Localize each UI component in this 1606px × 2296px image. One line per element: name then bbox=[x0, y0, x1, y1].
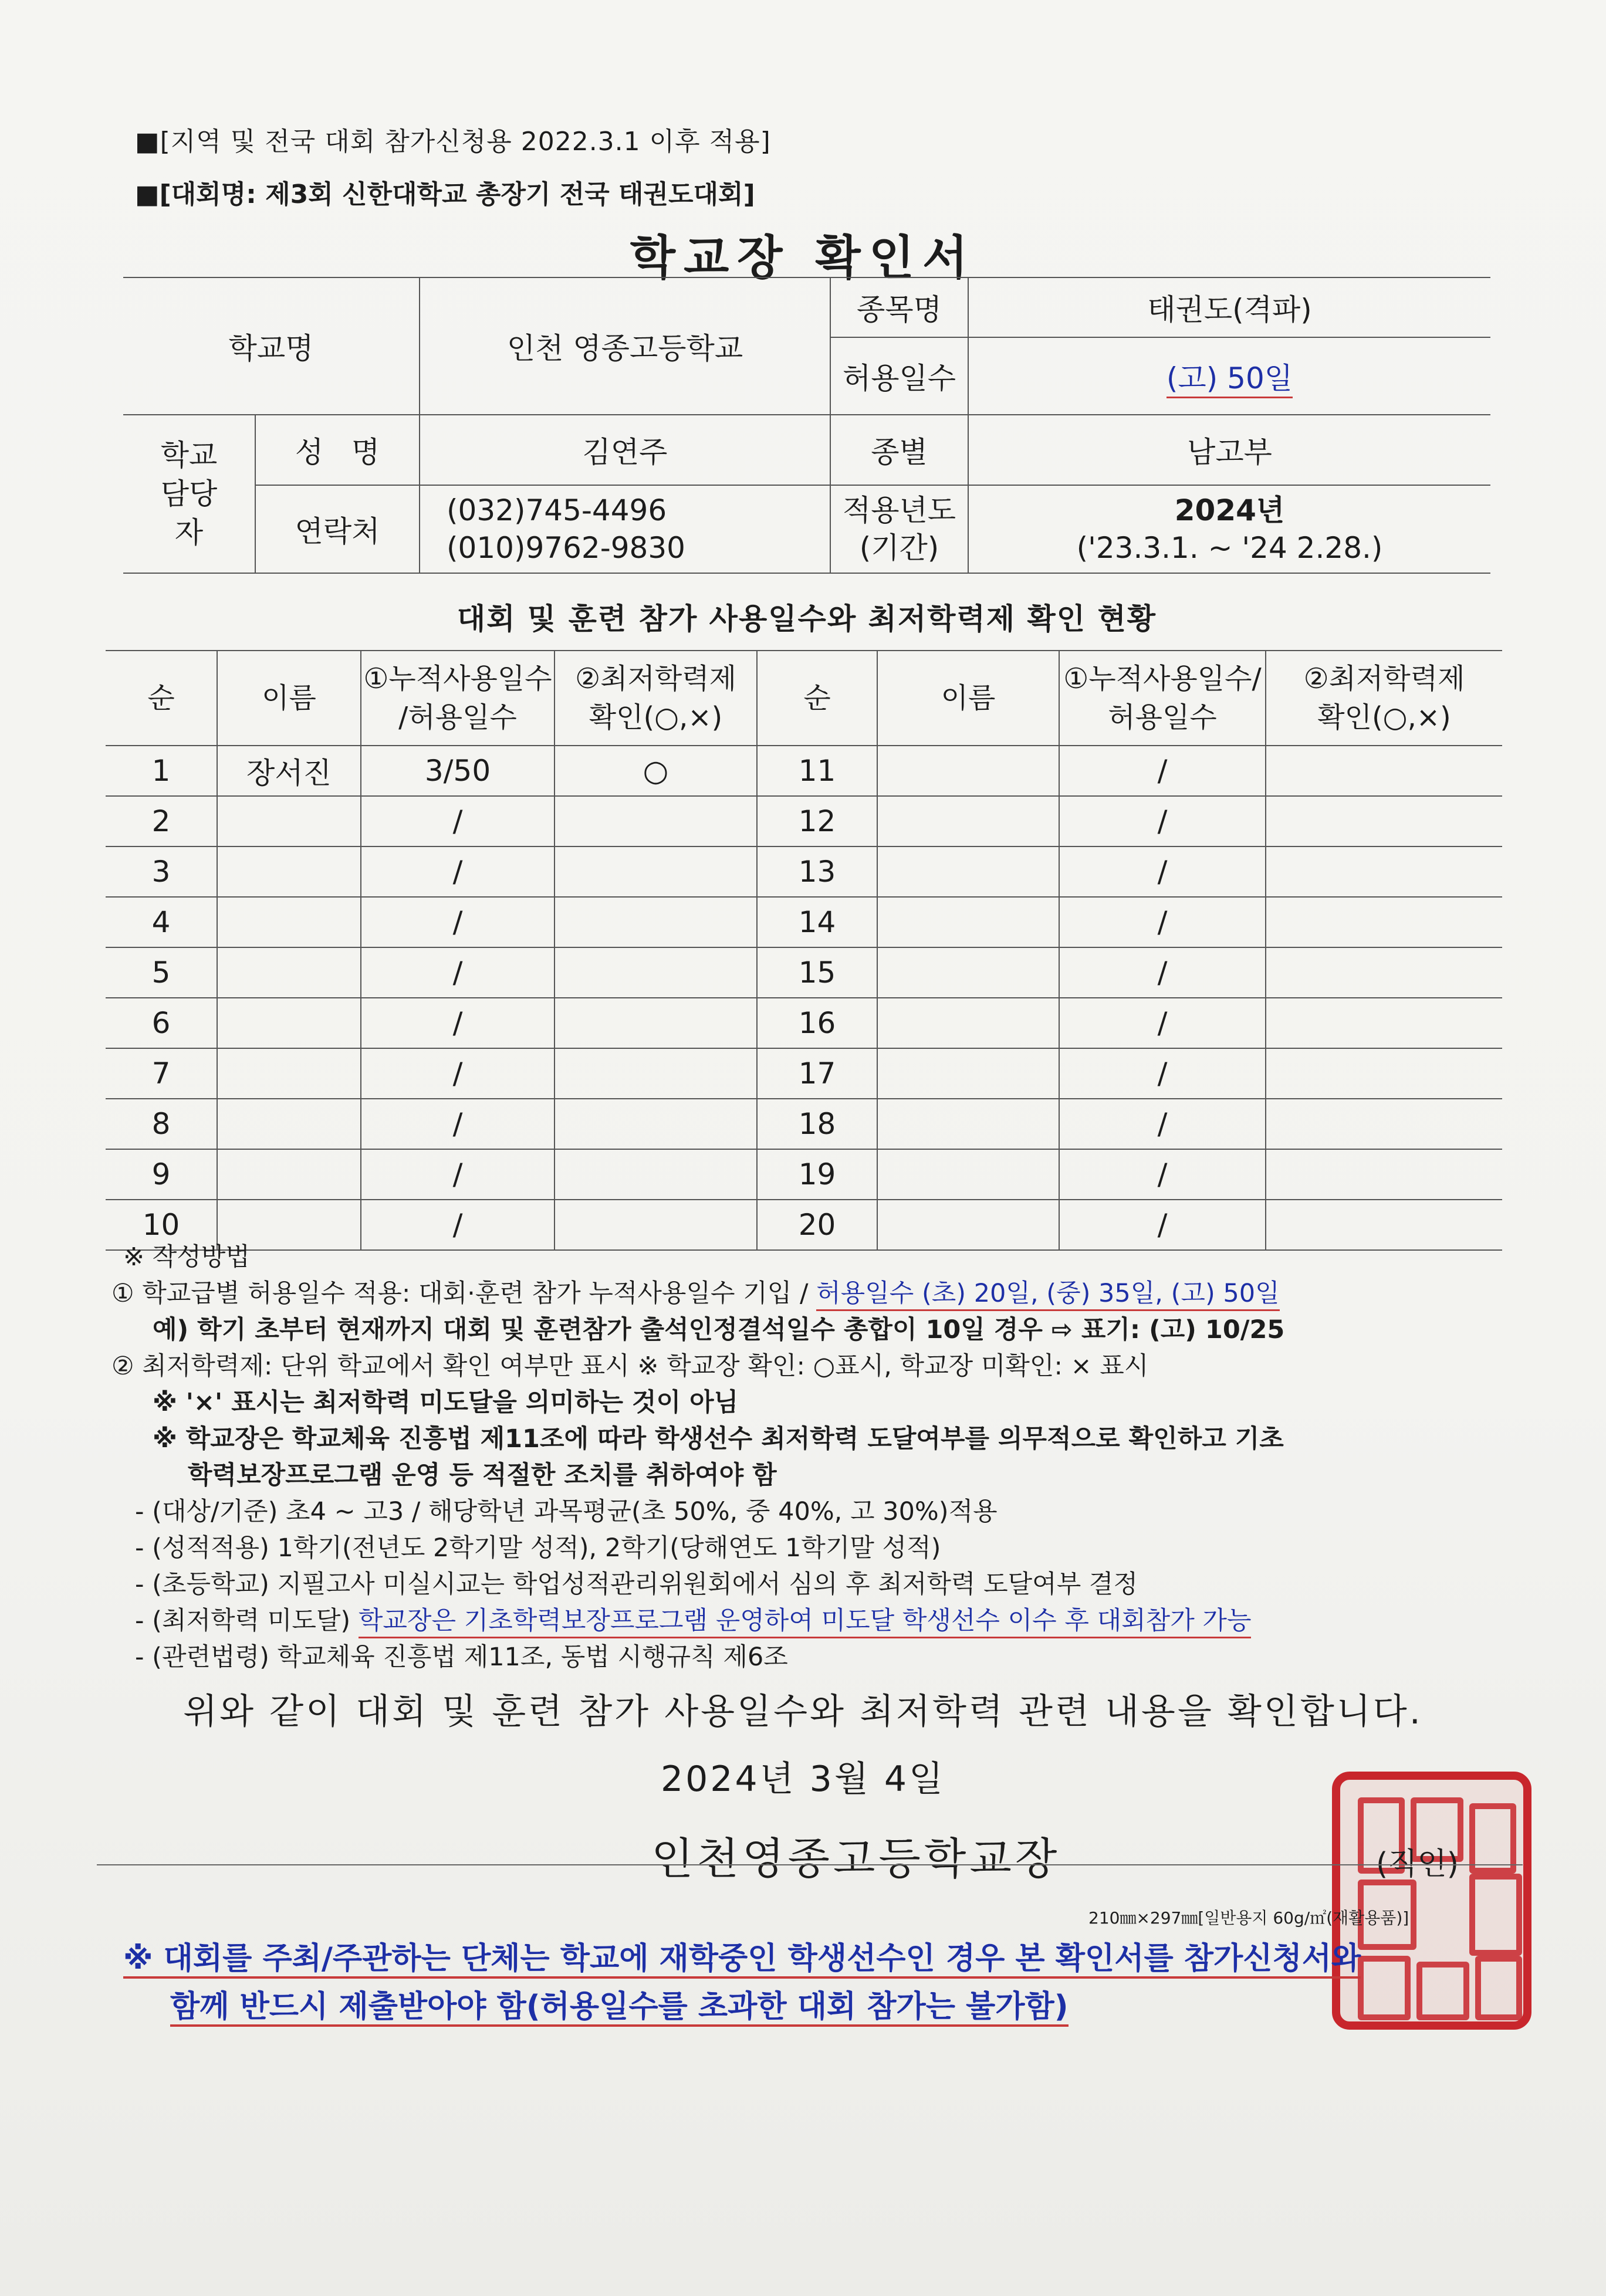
category-value: 남고부 bbox=[968, 415, 1490, 485]
row-name bbox=[217, 846, 361, 897]
table-row bbox=[106, 846, 1502, 897]
col-name: 이름 bbox=[217, 651, 361, 746]
col-days-right: ①누적사용일수/ 허용일수 bbox=[1059, 651, 1266, 746]
row-check: ○ bbox=[555, 746, 757, 796]
col-no: 순 bbox=[106, 651, 217, 746]
row-days: / bbox=[361, 947, 555, 998]
contact-label: 연락처 bbox=[255, 485, 420, 573]
submission-notice bbox=[123, 1935, 1531, 2031]
signature-divider bbox=[97, 1864, 1523, 1865]
note-2-sub-2a: ※ 학교장은 학교체육 진흥법 제11조에 따라 학생선수 최저학력 도달여부를 의무적으로 확인하고 기초 bbox=[153, 1424, 1284, 1454]
row-check bbox=[555, 1099, 757, 1149]
row-name bbox=[217, 1048, 361, 1099]
row-name-right bbox=[877, 846, 1059, 897]
row-check bbox=[555, 947, 757, 998]
detail-grades: - (성적적용) 1학기(전년도 2학기말 성적), 2학기(당해연도 1학기말 성적) bbox=[135, 1533, 941, 1563]
row-days: / bbox=[361, 1099, 555, 1149]
row-no-right: 14 bbox=[757, 897, 877, 947]
notice-line-1: ※ 대회를 주최/주관하는 단체는 학교에 재학중인 학생선수인 경우 본 확인서를 참가신청서와 bbox=[123, 1941, 1361, 1979]
row-days: / bbox=[361, 796, 555, 846]
row-no-right: 16 bbox=[757, 998, 877, 1048]
row-name bbox=[217, 947, 361, 998]
detail-laws: - (관련법령) 학교체육 진흥법 제11조, 동법 시행규칙 제6조 bbox=[135, 1643, 788, 1672]
row-name bbox=[217, 796, 361, 846]
row-no: 10 bbox=[106, 1200, 217, 1250]
table-row bbox=[106, 1149, 1502, 1200]
row-check-right bbox=[1266, 796, 1502, 846]
row-check-right bbox=[1266, 746, 1502, 796]
row-no-right: 12 bbox=[757, 796, 877, 846]
row-days: 3/50 bbox=[361, 746, 555, 796]
row-check-right bbox=[1266, 1099, 1502, 1149]
table-row bbox=[106, 897, 1502, 947]
year-label: 적용년도 (기간) bbox=[830, 485, 968, 573]
document-title: 학교장 확인서 bbox=[630, 231, 976, 285]
note-2-sub-2b: 학력보장프로그램 운영 등 적절한 조치를 취하여야 함 bbox=[188, 1461, 777, 1490]
row-name: 장서진 bbox=[217, 746, 361, 796]
category-label: 종별 bbox=[830, 415, 968, 485]
table-row bbox=[106, 746, 1502, 796]
row-no: 5 bbox=[106, 947, 217, 998]
status-table-title: 대회 및 훈련 참가 사용일수와 최저학력제 확인 현황 bbox=[457, 602, 1157, 636]
row-name bbox=[217, 897, 361, 947]
competition-name: ■[대회명: 제3회 신한대학교 총장기 전국 태권도대회] bbox=[135, 180, 755, 209]
year-value bbox=[968, 485, 1490, 573]
confirmation-statement: 위와 같이 대회 및 훈련 참가 사용일수와 최저학력 관련 내용을 확인합니다. bbox=[183, 1691, 1423, 1732]
row-no: 2 bbox=[106, 796, 217, 846]
row-check-right bbox=[1266, 846, 1502, 897]
note-2-sub-1: ※ '×' 표시는 최저학력 미도달을 의미하는 것이 아님 bbox=[153, 1388, 739, 1417]
row-name-right bbox=[877, 796, 1059, 846]
row-name bbox=[217, 1149, 361, 1200]
paper-spec: 210㎜×297㎜[일반용지 60g/㎡(재활용품)] bbox=[1088, 1908, 1409, 1928]
detail-elementary: - (초등학교) 지필고사 미실시교는 학업성적관리위원회에서 심의 후 최저학력 도달여부 결정 bbox=[135, 1570, 1138, 1599]
school-name-value: 인천 영종고등학교 bbox=[420, 277, 830, 415]
col-academic: ②최저학력제 확인(○,×) bbox=[555, 651, 757, 746]
notice-line-2: 함께 반드시 제출받아야 함(허용일수를 초과한 대회 참가는 불가함) bbox=[170, 1989, 1069, 2027]
event-label: 종목명 bbox=[830, 277, 968, 337]
col-academic-right: ②최저학력제 확인(○,×) bbox=[1266, 651, 1502, 746]
table-row bbox=[106, 998, 1502, 1048]
row-name-right bbox=[877, 746, 1059, 796]
row-check-right bbox=[1266, 897, 1502, 947]
table-row bbox=[106, 1099, 1502, 1149]
table-row bbox=[106, 947, 1502, 998]
detail-not-reached: - (최저학력 미도달) 학교장은 기초학력보장프로그램 운영하여 미도달 학생선수 이수 후 대회참가 가능 bbox=[111, 1603, 1520, 1639]
seal-label: (직인) bbox=[1376, 1847, 1459, 1882]
col-name-right: 이름 bbox=[877, 651, 1059, 746]
row-name-right bbox=[877, 1149, 1059, 1200]
row-no: 4 bbox=[106, 897, 217, 947]
row-check-right bbox=[1266, 1048, 1502, 1099]
row-no: 3 bbox=[106, 846, 217, 897]
row-check bbox=[555, 897, 757, 947]
principal-title: 인천영종고등학교장 bbox=[651, 1834, 1061, 1884]
manager-name-value: 김연주 bbox=[420, 415, 830, 485]
row-name-right bbox=[877, 998, 1059, 1048]
row-days-right: / bbox=[1059, 1099, 1266, 1149]
row-no-right: 20 bbox=[757, 1200, 877, 1250]
row-days-right: / bbox=[1059, 1048, 1266, 1099]
row-no: 6 bbox=[106, 998, 217, 1048]
event-value: 태권도(격파) bbox=[968, 277, 1490, 337]
row-no-right: 11 bbox=[757, 746, 877, 796]
confirmation-date: 2024년 3월 4일 bbox=[660, 1759, 946, 1800]
row-check bbox=[555, 846, 757, 897]
school-info-table bbox=[123, 277, 1490, 574]
row-no-right: 17 bbox=[757, 1048, 877, 1099]
row-check bbox=[555, 1048, 757, 1099]
row-name-right bbox=[877, 897, 1059, 947]
school-name-label: 학교명 bbox=[123, 277, 420, 415]
table-row bbox=[106, 1048, 1502, 1099]
row-no-right: 18 bbox=[757, 1099, 877, 1149]
row-days: / bbox=[361, 1200, 555, 1250]
row-name bbox=[217, 998, 361, 1048]
detail-not-reached-highlight: 학교장은 기초학력보장프로그램 운영하여 미도달 학생선수 이수 후 대회참가 가능 bbox=[359, 1606, 1252, 1638]
row-no: 1 bbox=[106, 746, 217, 796]
row-no-right: 19 bbox=[757, 1149, 877, 1200]
notes-heading: ※ 작성방법 bbox=[123, 1242, 250, 1272]
table-row bbox=[106, 796, 1502, 846]
note-1-example: 예) 학기 초부터 현재까지 대회 및 훈련참가 출석인정결석일수 총합이 10일 경우 ⇨ 표기: (고) 10/25 bbox=[153, 1315, 1285, 1345]
row-check-right bbox=[1266, 1149, 1502, 1200]
col-days: ①누적사용일수 /허용일수 bbox=[361, 651, 555, 746]
row-check-right bbox=[1266, 998, 1502, 1048]
row-check bbox=[555, 1149, 757, 1200]
row-days: / bbox=[361, 897, 555, 947]
note-1-highlight: 허용일수 (초) 20일, (중) 35일, (고) 50일 bbox=[816, 1279, 1280, 1311]
row-no-right: 13 bbox=[757, 846, 877, 897]
year: 2024년 bbox=[1174, 493, 1285, 527]
manager-name-label: 성 명 bbox=[255, 415, 420, 485]
row-no: 7 bbox=[106, 1048, 217, 1099]
writing-instructions bbox=[111, 1239, 1520, 1675]
row-days: / bbox=[361, 1149, 555, 1200]
contact-value bbox=[420, 485, 830, 573]
row-days-right: / bbox=[1059, 897, 1266, 947]
allowed-days-value: (고) 50일 bbox=[968, 337, 1490, 415]
detail-target: - (대상/기준) 초4 ~ 고3 / 해당학년 과목평균(초 50%, 중 40%, 고 30%)적용 bbox=[135, 1497, 998, 1526]
col-no-right: 순 bbox=[757, 651, 877, 746]
row-days-right: / bbox=[1059, 1149, 1266, 1200]
row-no: 8 bbox=[106, 1099, 217, 1149]
row-days-right: / bbox=[1059, 947, 1266, 998]
row-check bbox=[555, 796, 757, 846]
row-no: 9 bbox=[106, 1149, 217, 1200]
contact-phone-2: (010)9762-9830 bbox=[447, 531, 685, 565]
row-days-right: / bbox=[1059, 998, 1266, 1048]
row-check bbox=[555, 998, 757, 1048]
manager-label: 학교 담당자 bbox=[123, 415, 255, 573]
row-days-right: / bbox=[1059, 1200, 1266, 1250]
contact-phone-1: (032)745-4496 bbox=[447, 493, 667, 527]
form-usage-note: ■[지역 및 전국 대회 참가신청용 2022.3.1 이후 적용] bbox=[135, 127, 771, 157]
row-days-right: / bbox=[1059, 746, 1266, 796]
row-name bbox=[217, 1099, 361, 1149]
allowed-days-label: 허용일수 bbox=[830, 337, 968, 415]
row-no-right: 15 bbox=[757, 947, 877, 998]
row-days: / bbox=[361, 998, 555, 1048]
note-1: ① 학교급별 허용일수 적용: 대회·훈련 참가 누적사용일수 기입 / 허용일수 (초) 20일, (중) 35일, (고) 50일 bbox=[111, 1275, 1520, 1312]
row-days-right: / bbox=[1059, 846, 1266, 897]
row-days: / bbox=[361, 1048, 555, 1099]
row-name-right bbox=[877, 1099, 1059, 1149]
row-days-right: / bbox=[1059, 796, 1266, 846]
row-name-right bbox=[877, 947, 1059, 998]
row-days: / bbox=[361, 846, 555, 897]
row-check-right bbox=[1266, 947, 1502, 998]
row-name-right bbox=[877, 1048, 1059, 1099]
period: ('23.3.1. ~ '24 2.28.) bbox=[1076, 531, 1383, 565]
note-2: ② 최저학력제: 단위 학교에서 확인 여부만 표시 ※ 학교장 확인: ○표시, 학교장 미확인: × 표시 bbox=[111, 1352, 1149, 1381]
status-table bbox=[106, 650, 1502, 1251]
